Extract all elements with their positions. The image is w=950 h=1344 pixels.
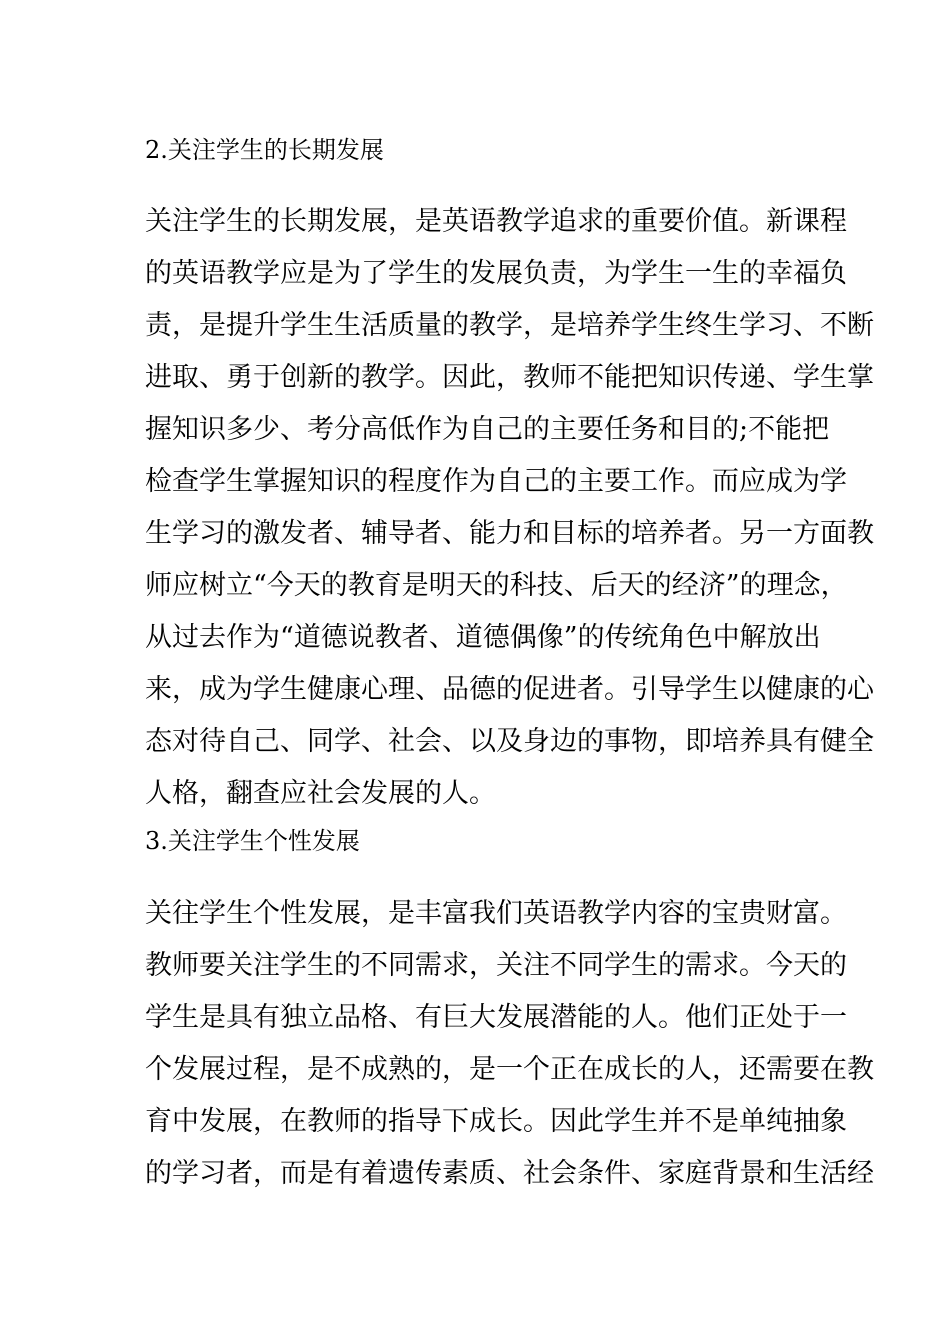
paragraph-line: 关注学生的长期发展，是英语教学追求的重要价值。新课程	[145, 206, 847, 237]
paragraph-line: 育中发展，在教师的指导下成长。因此学生并不是单纯抽象	[145, 1106, 847, 1137]
paragraph-line: 进取、勇于创新的教学。因此，教师不能把知识传递、学生掌	[145, 362, 874, 393]
paragraph-line: 检查学生掌握知识的程度作为自己的主要工作。而应成为学	[145, 466, 847, 497]
paragraph-line: 人格，翻查应社会发展的人。	[145, 778, 496, 809]
paragraph-line: 教师要关注学生的不同需求，关注不同学生的需求。今天的	[145, 950, 847, 981]
paragraph-line: 个发展过程，是不成熟的，是一个正在成长的人，还需要在教	[145, 1054, 874, 1085]
paragraph-line: 的学习者，而是有着遗传素质、社会条件、家庭背景和生活经	[145, 1158, 874, 1189]
section-heading-long-term-development: 2.关注学生的长期发展	[145, 136, 384, 164]
paragraph-line: 来，成为学生健康心理、品德的促进者。引导学生以健康的心	[145, 674, 874, 705]
paragraph-line: 责，是提升学生生活质量的教学，是培养学生终生学习、不断	[145, 310, 874, 341]
paragraph-line: 握知识多少、考分高低作为自己的主要任务和目的;不能把	[145, 414, 830, 445]
paragraph-line: 态对待自己、同学、社会、以及身边的事物，即培养具有健全	[145, 726, 874, 757]
paragraph-line: 从过去作为“道德说教者、道德偶像”的传统角色中解放出	[145, 622, 821, 653]
paragraph-line: 学生是具有独立品格、有巨大发展潜能的人。他们正处于一	[145, 1002, 847, 1033]
section-heading-individual-development: 3.关注学生个性发展	[145, 827, 360, 855]
paragraph-line: 生学习的激发者、辅导者、能力和目标的培养者。另一方面教	[145, 518, 874, 549]
paragraph-line: 的英语教学应是为了学生的发展负责，为学生一生的幸福负	[145, 258, 847, 289]
paragraph-line: 师应树立“今天的教育是明天的科技、后天的经济”的理念，	[145, 570, 848, 601]
paragraph-line: 关往学生个性发展，是丰富我们英语教学内容的宝贵财富。	[145, 898, 847, 929]
paragraph-individual-development	[145, 888, 874, 1200]
paragraph-long-term-development	[145, 196, 874, 820]
